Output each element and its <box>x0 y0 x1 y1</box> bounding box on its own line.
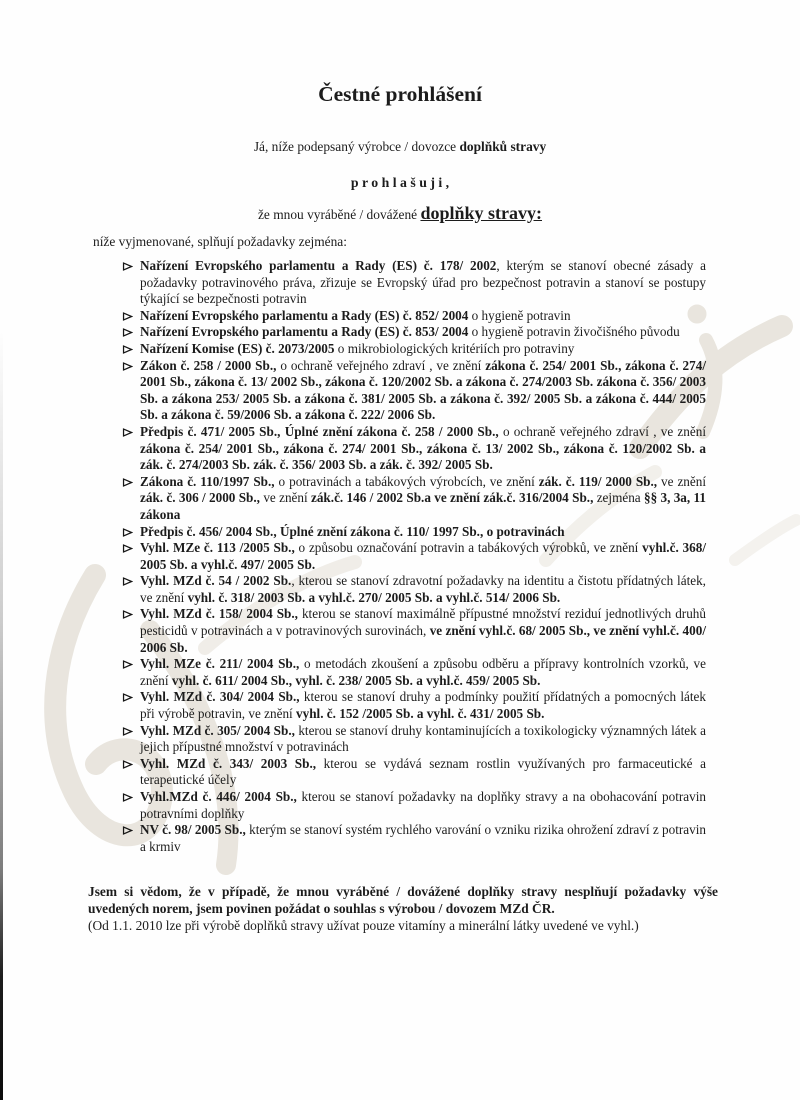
law-description: o hygieně potravin živočišného původu <box>468 324 680 340</box>
requirement-item <box>122 689 706 722</box>
law-description: o ochraně veřejného zdraví , ve znění <box>276 357 486 373</box>
requirement-item <box>122 540 706 573</box>
requirement-item <box>122 358 706 424</box>
declarant-line <box>0 139 800 155</box>
arrowhead-bullet-icon <box>122 328 133 337</box>
requirements-list <box>122 258 706 855</box>
declarant-line-bold: doplňků stravy <box>459 139 547 154</box>
law-description: , kterou se stanoví zdravotní požadavky na identitu a čistotu přídatných látek, ve znění <box>140 573 706 605</box>
law-reference: Předpis č. 471/ 2005 Sb., Úplné znění zákona č. 258 / 2000 Sb., <box>140 423 499 439</box>
law-description: o metodách zkoušení a způsobu odběru a přípravy kontrolních vzorků, ve znění <box>140 656 706 688</box>
law-reference: vyhl. č. 611/ 2004 Sb., vyhl. č. 238/ 2005 Sb. a vyhl.č. 459/ 2005 Sb. <box>171 672 541 688</box>
requirement-item <box>122 341 706 358</box>
arrowhead-bullet-icon <box>122 610 133 619</box>
law-reference: vyhl.č. 368/ 2005 Sb. a vyhl.č. 497/ 2005 Sb. <box>140 540 706 572</box>
law-reference: Nařízení Evropského parlamentu a Rady (ES) č. 178/ 2002 <box>140 258 497 273</box>
law-reference: Nařízení Komise (ES) č. 2073/2005 <box>140 340 335 356</box>
arrowhead-bullet-icon <box>122 826 133 835</box>
closing-note: (Od 1.1. 2010 lze při výrobě doplňků stravy užívat pouze vitamíny a minerální látky uvedené ve vyhl.) <box>88 918 639 934</box>
law-reference: Vyhl.MZd č. 446/ 2004 Sb., <box>140 789 297 804</box>
arrowhead-bullet-icon <box>122 428 133 437</box>
arrowhead-bullet-icon <box>122 544 133 553</box>
law-reference: Vyhl. MZe č. 113 /2005 Sb., <box>140 540 295 556</box>
law-description: kterou se stanoví druhy a podmínky použití přídatných a pomocných látek při výrobě potravin, ve znění <box>140 689 707 722</box>
arrowhead-bullet-icon <box>122 577 133 586</box>
arrowhead-bullet-icon <box>122 693 133 702</box>
law-description: kterou se stanoví požadavky na doplňky stravy a na obohacování potravin potravními doplňky <box>140 789 706 821</box>
scanner-edge-artifact <box>0 330 3 1100</box>
arrowhead-bullet-icon <box>122 760 133 769</box>
subject-line-prefix: že mnou vyráběné / dovážené <box>257 207 421 222</box>
requirement-item <box>122 474 706 524</box>
arrowhead-bullet-icon <box>122 345 133 354</box>
arrowhead-bullet-icon <box>122 478 133 487</box>
requirement-item <box>122 723 706 756</box>
law-reference: Vyhl. MZd č. 305/ 2004 Sb., <box>140 722 295 738</box>
arrowhead-bullet-icon <box>122 528 133 537</box>
law-description: ve znění <box>657 473 707 489</box>
requirement-item <box>122 789 706 822</box>
law-reference: vyhl. č. 152 /2005 Sb. a vyhl. č. 431/ 2005 Sb. <box>296 706 545 722</box>
arrowhead-bullet-icon <box>122 362 133 371</box>
law-reference: Nařízení Evropského parlamentu a Rady (ES) č. 852/ 2004 <box>140 307 469 323</box>
arrowhead-bullet-icon <box>122 312 133 321</box>
requirement-item <box>122 822 706 855</box>
law-description: kterým se stanoví systém rychlého varování o vzniku rizika ohrožení zdraví z potravin a krmiv <box>140 822 707 854</box>
declaration-word: p r o h l a š u j i , <box>350 175 450 190</box>
law-reference: Vyhl. MZd č. 343/ 2003 Sb., <box>140 755 317 771</box>
law-description: kterou se stanoví maximálně přípustné množství reziduí jednotlivých druhů pesticidů v potravinách a v potravinových surovinách, <box>140 606 706 639</box>
arrowhead-bullet-icon <box>122 793 133 802</box>
requirement-item <box>122 324 706 341</box>
law-description: o hygieně potravin <box>468 307 571 323</box>
law-reference: Nařízení Evropského parlamentu a Rady (ES) č. 853/ 2004 <box>140 324 469 340</box>
law-description: ve znění <box>259 490 311 506</box>
law-reference: zákona č. 254/ 2001 Sb., zákona č. 274/ 2001 Sb., zákona č. 13/ 2002 Sb., zákona č. 120/2002 Sb. a zák. č. 274/2003 Sb. zák. č. 356/ 2003 Sb. a zák. č. 392/ 2005 Sb. <box>140 440 706 473</box>
requirement-item <box>122 606 706 656</box>
law-reference: NV č. 98/ 2005 Sb., <box>140 822 246 838</box>
arrowhead-bullet-icon <box>122 727 133 736</box>
list-intro: níže vyjmenované, splňují požadavky zejména: <box>93 234 347 249</box>
requirement-item <box>122 656 706 689</box>
law-reference: zák. č. 119/ 2000 Sb., <box>538 473 658 489</box>
law-reference: Zákon č. 258 / 2000 Sb., <box>140 357 277 373</box>
law-reference: Vyhl. MZd č. 304/ 2004 Sb., <box>140 689 300 705</box>
law-description: o mikrobiologických kritériích pro potraviny <box>334 340 575 356</box>
requirement-item <box>122 308 706 325</box>
law-description: kterou se stanoví druhy kontaminujících a toxikologicky významných látek a jejich přípustné množství v potravinách <box>140 722 706 755</box>
closing-statement: Jsem si vědom, že v případě, že mnou vyráběné / dovážené doplňky stravy nesplňují požadavky výše uvedených norem, jsem povinen požádat o souhlas s výrobou / dovozem MZd ČR. <box>88 884 718 917</box>
law-reference: §§ 3, 3a, 11 zákona <box>140 490 706 522</box>
requirement-item <box>122 258 706 308</box>
closing-block <box>88 883 718 934</box>
declarant-line-prefix: Já, níže podepsaný výrobce / dovozce <box>253 139 460 154</box>
law-reference: zákona č. 254/ 2001 Sb., zákona č. 274/ 2001 Sb., zákona č. 13/ 2002 Sb., zákona č. 120/2002 Sb. a zákona č. 274/2003 Sb. zákona č. 356/ 2003 Sb. a zákona 253/ 2005 Sb. a zákona č. 381/ 2005 Sb. a zákona č. 392/ 2005 Sb. a zákona č. 444/ 2005 Sb. a zákona č. 59/2006 Sb. a zákona č. 222/ 2006 Sb. <box>140 357 707 423</box>
requirement-item <box>122 573 706 606</box>
subject-line-bold-underlined: doplňky stravy: <box>420 203 542 223</box>
subject-line <box>0 203 800 224</box>
law-reference: Vyhl. MZd č. 54 / 2002 Sb. <box>140 573 292 589</box>
law-reference: Předpis č. 456/ 2004 Sb., Úplné znění zákona č. 110/ 1997 Sb., o potravinách <box>140 523 565 539</box>
page-title: Čestné prohlášení <box>318 82 482 106</box>
arrowhead-bullet-icon <box>122 262 133 271</box>
law-reference: Zákona č. 110/1997 Sb., <box>140 473 275 489</box>
law-description: o ochraně veřejného zdraví , ve znění <box>498 423 706 439</box>
law-description: o potravinách a tabákových výrobcích, ve znění <box>274 473 539 489</box>
law-description: kterou se vydává seznam rostlin využívaných pro farmaceutické a terapeutické účely <box>140 755 706 788</box>
law-reference: zák. č. 306 / 2000 Sb., <box>140 490 260 506</box>
arrowhead-bullet-icon <box>122 660 133 669</box>
requirement-item <box>122 424 706 474</box>
requirement-item <box>122 524 706 541</box>
law-reference: ve znění vyhl.č. 68/ 2005 Sb., ve znění vyhl.č. 400/ 2006 Sb. <box>140 623 706 655</box>
law-description: o způsobu označování potravin a tabákových výrobků, ve znění <box>294 540 643 556</box>
law-reference: Vyhl. MZd č. 158/ 2004 Sb., <box>140 606 298 622</box>
law-reference: vyhl. č. 318/ 2003 Sb. a vyhl.č. 270/ 2005 Sb. a vyhl.č. 514/ 2006 Sb. <box>187 589 561 605</box>
law-description: , kterým se stanoví obecné zásady a požadavky potravinového práva, zřizuje se Evropský úřad pro bezpečnost potravin a stanoví se postupy týkající se bezpečnosti potravin <box>140 258 706 307</box>
requirement-item <box>122 756 706 789</box>
law-description: zejména <box>593 490 644 506</box>
law-reference: zák.č. 146 / 2002 Sb.a ve znění zák.č. 316/2004 Sb., <box>310 490 594 506</box>
law-reference: Vyhl. MZe č. 211/ 2004 Sb., <box>140 656 300 672</box>
